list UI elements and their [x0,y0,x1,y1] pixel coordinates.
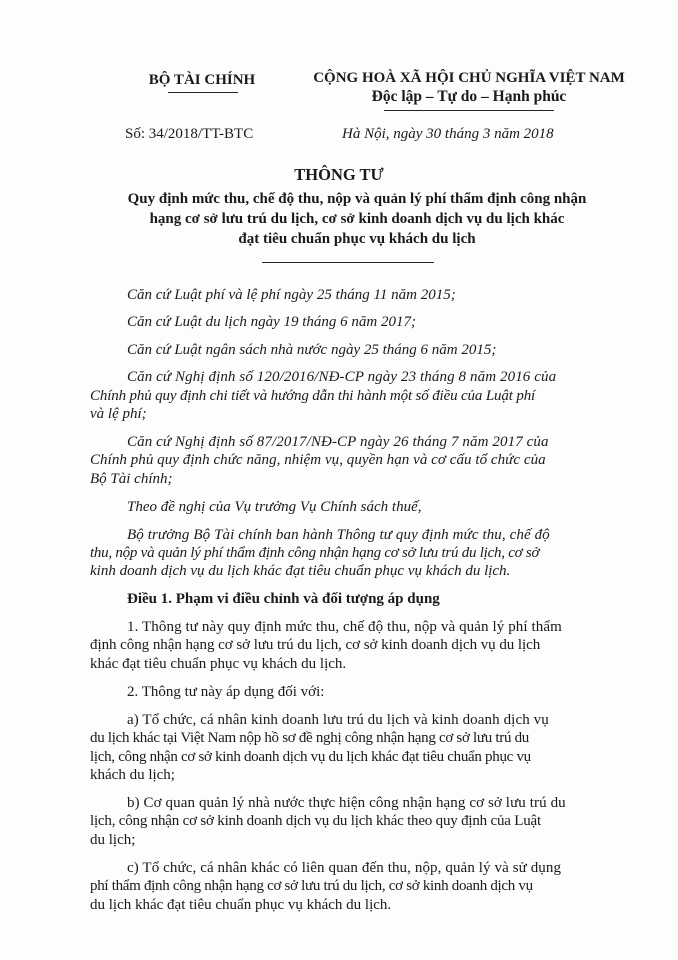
preamble-line: Bộ Tài chính; [90,471,173,487]
article-line: khác đạt tiêu chuẩn phục vụ khách du lịch. [90,656,347,672]
subtitle-line: Quy định mức thu, chế độ thu, nộp và quản lý phí thẩm định công nhận [127,191,587,207]
ministry-name: BỘ TÀI CHÍNH [148,72,256,88]
document-subtitle [60,189,654,249]
preamble-line: Chính phủ quy định chi tiết và hướng dẫn thi hành một số điều của Luật phí [90,388,536,404]
preamble-line: Bộ trưởng Bộ Tài chính ban hành Thông tư quy định mức thu, chế độ [127,527,550,543]
subtitle-line: đạt tiêu chuẩn phục vụ khách du lịch [238,231,476,247]
article-line: 1. Thông tư này quy định mức thu, chế độ thu, nộp và quản lý phí thẩm [127,619,562,635]
preamble-line: Căn cứ Luật ngân sách nhà nước ngày 25 tháng 6 năm 2015; [127,342,497,358]
article-line: định công nhận hạng cơ sở lưu trú du lịch, cơ sở kinh doanh dịch vụ du lịch [90,637,541,653]
article-heading: Điều 1. Phạm vi điều chỉnh và đối tượng áp dụng [127,591,440,607]
preamble-line: Căn cứ Nghị định số 120/2016/NĐ-CP ngày 23 tháng 8 năm 2016 của [127,369,557,385]
motto-underline [384,110,554,111]
preamble-line: Căn cứ Nghị định số 87/2017/NĐ-CP ngày 26 tháng 7 năm 2017 của [127,434,549,450]
article-line: b) Cơ quan quản lý nhà nước thực hiện công nhận hạng cơ sở lưu trú du [127,795,566,811]
article-line: du lịch khác tại Việt Nam nộp hồ sơ đề nghị công nhận hạng cơ sở lưu trú du [90,730,529,746]
national-motto: Độc lập – Tự do – Hạnh phúc [371,88,567,105]
preamble-line: Căn cứ Luật du lịch ngày 19 tháng 6 năm 2017; [127,314,416,330]
preamble-line: kinh doanh dịch vụ du lịch khác đạt tiêu chuẩn phục vụ khách du lịch. [90,563,511,579]
preamble-line: và lệ phí; [90,406,147,422]
subtitle-line: hạng cơ sở lưu trú du lịch, cơ sở kinh doanh dịch vụ du lịch khác [149,211,565,227]
article-line: lịch, công nhận cơ sở kinh doanh dịch vụ du lịch khác đạt tiêu chuẩn phục vụ [90,749,531,765]
preamble-line: thu, nộp và quản lý phí thẩm định công nhận hạng cơ sở lưu trú du lịch, cơ sở [90,545,540,561]
article-line: c) Tổ chức, cá nhân khác có liên quan đến thu, nộp, quản lý và sử dụng [127,860,562,876]
article-line: du lịch khác đạt tiêu chuẩn phục vụ khách du lịch. [90,897,392,913]
document-number: Số: 34/2018/TT-BTC [125,126,254,142]
country-name: CỘNG HOÀ XÃ HỘI CHỦ NGHĨA VIỆT NAM [313,70,625,86]
document-title: THÔNG TƯ [294,165,384,184]
preamble-line: Theo đề nghị của Vụ trưởng Vụ Chính sách thuế, [127,499,422,515]
subtitle-underline [262,262,434,263]
preamble-line: Chính phủ quy định chức năng, nhiệm vụ, quyền hạn và cơ cấu tổ chức của [90,452,546,468]
article-line: khách du lịch; [90,767,175,783]
article-line: du lịch; [90,832,136,848]
place-and-date: Hà Nội, ngày 30 tháng 3 năm 2018 [342,126,554,142]
article-line: a) Tổ chức, cá nhân kinh doanh lưu trú du lịch và kinh doanh dịch vụ [127,712,549,728]
ministry-underline [168,92,238,93]
article-line: phí thẩm định công nhận hạng cơ sở lưu trú du lịch, cơ sở kinh doanh dịch vụ [90,878,533,894]
article-line: 2. Thông tư này áp dụng đối với: [127,684,325,700]
article-line: lịch, công nhận cơ sở kinh doanh dịch vụ du lịch khác theo quy định của Luật [90,813,541,829]
preamble-line: Căn cứ Luật phí và lệ phí ngày 25 tháng 11 năm 2015; [127,287,456,303]
